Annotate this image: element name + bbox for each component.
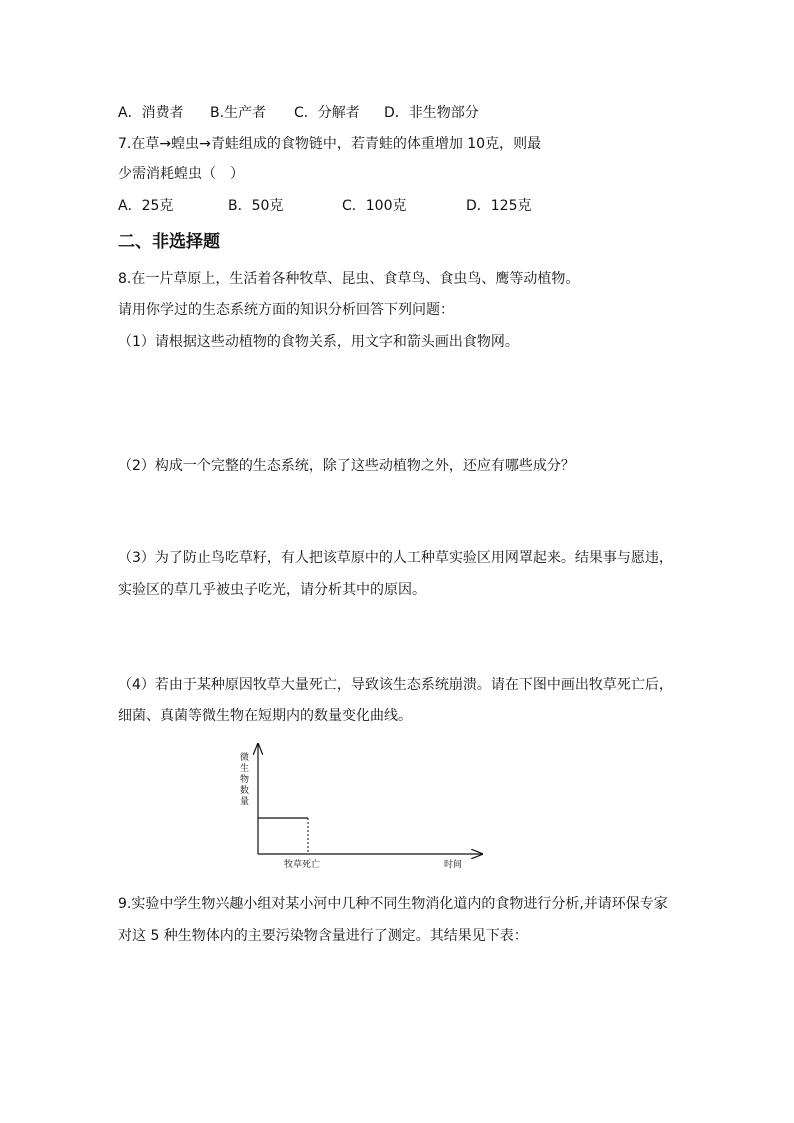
q8-part4-line2: 细菌、真菌等微生物在短期内的数量变化曲线。 — [118, 708, 412, 724]
q8-part3-line2: 实验区的草几乎被虫子吃光，请分析其中的原因。 — [118, 582, 426, 598]
q6-option-b: B.生产者 — [210, 105, 267, 121]
q7-option-c: C．100克 — [342, 198, 407, 214]
y-axis-label-1: 微 — [240, 753, 250, 763]
q6-option-d: D．非生物部分 — [384, 105, 479, 121]
q9-stem-line1: 9.实验中学生物兴趣小组对某小河中几种不同生物消化道内的食物进行分析,并请环保专家 — [118, 896, 668, 912]
q8-part2: （2）构成一个完整的生态系统，除了这些动植物之外，还应有哪些成分？ — [118, 458, 575, 474]
q9-stem-line2: 对这 5 种生物体内的主要污染物含量进行了测定。其结果见下表： — [118, 928, 528, 944]
q7-option-b: B．50克 — [228, 198, 284, 214]
q8-part3-line1: （3）为了防止鸟吃草籽，有人把该草原中的人工种草实验区用网罩起来。结果事与愿违， — [118, 550, 673, 566]
y-axis-label-3: 物 — [240, 775, 250, 785]
y-axis-label-4: 数 — [240, 786, 250, 796]
x-axis-label: 时间 — [444, 860, 463, 870]
q7-option-d: D．125克 — [466, 198, 532, 214]
q8-intro-line2: 请用你学过的生态系统方面的知识分析回答下列问题： — [118, 302, 454, 318]
q6-option-a: A．消费者 — [118, 105, 184, 121]
q8-intro-line1: 8.在一片草原上，生活着各种牧草、昆虫、食草鸟、食虫鸟、鹰等动植物。 — [118, 271, 580, 287]
q8-part1: （1）请根据这些动植物的食物关系，用文字和箭头画出食物网。 — [118, 334, 519, 350]
section-heading: 二、非选择题 — [118, 232, 220, 252]
q6-option-c: C．分解者 — [294, 105, 360, 121]
y-axis-label-5: 量 — [240, 797, 250, 807]
y-axis-label-2: 生 — [240, 764, 250, 774]
q7-stem-line2: 少需消耗蝗虫（ ） — [118, 166, 244, 182]
population-graph — [230, 740, 500, 870]
q7-option-a: A．25克 — [118, 198, 174, 214]
x-event-label: 牧草死亡 — [284, 860, 321, 870]
q7-stem-line1: 7.在草→蝗虫→青蛙组成的食物链中，若青蛙的体重增加 10克，则最 — [118, 136, 542, 152]
q8-part4-line1: （4）若由于某种原因牧草大量死亡，导致该生态系统崩溃。请在下图中画出牧草死亡后， — [118, 677, 673, 693]
